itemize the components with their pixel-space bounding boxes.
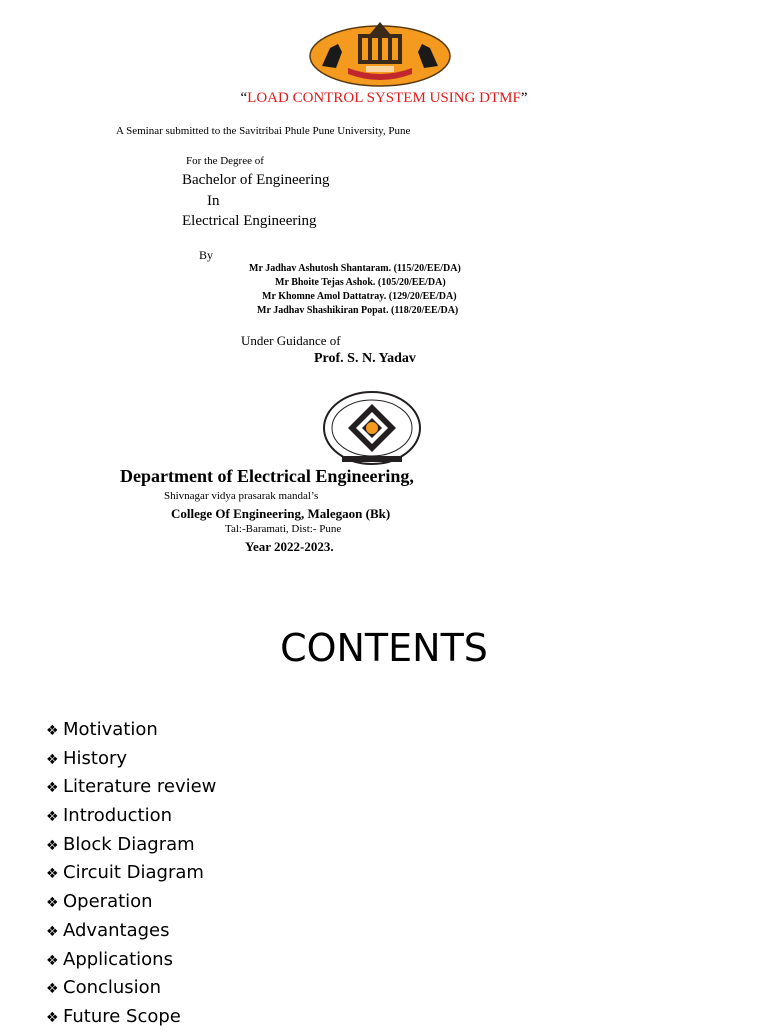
academic-year: Year 2022-2023. <box>245 539 334 554</box>
student-name-3: Mr Khomne Amol Dattatray. (129/20/EE/DA) <box>262 291 457 302</box>
list-item: ❖ Applications <box>46 946 216 975</box>
degree-in: In <box>207 193 220 209</box>
college-name: College Of Engineering, Malegaon (Bk) <box>171 506 391 521</box>
list-item: ❖ Operation <box>46 888 216 917</box>
diamond-bullet-icon: ❖ <box>46 952 59 969</box>
diamond-bullet-icon: ❖ <box>46 837 59 854</box>
project-title: “LOAD CONTROL SYSTEM USING DTMF” <box>240 90 528 106</box>
contents-heading: CONTENTS <box>280 626 488 670</box>
guidance-label: Under Guidance of <box>241 333 341 348</box>
diamond-bullet-icon: ❖ <box>46 923 59 940</box>
list-item: ❖ Circuit Diagram <box>46 859 216 888</box>
college-logo <box>320 390 424 470</box>
diamond-bullet-icon: ❖ <box>46 751 59 768</box>
list-item: ❖ Motivation <box>46 716 216 745</box>
degree-branch: Electrical Engineering <box>182 213 317 229</box>
student-name-1: Mr Jadhav Ashutosh Shantaram. (115/20/EE/DA) <box>249 263 461 274</box>
diamond-bullet-icon: ❖ <box>46 981 59 998</box>
list-item: ❖ Future Scope <box>46 1003 216 1032</box>
department-name: Department of Electrical Engineering, <box>120 466 414 486</box>
submitted-line: A Seminar submitted to the Savitribai Phule Pune University, Pune <box>116 125 411 137</box>
student-name-2: Mr Bhoite Tejas Ashok. (105/20/EE/DA) <box>275 277 446 288</box>
diamond-bullet-icon: ❖ <box>46 895 59 912</box>
list-item: ❖ History <box>46 745 216 774</box>
guide-name: Prof. S. N. Yadav <box>314 351 416 366</box>
list-item: ❖ Block Diagram <box>46 831 216 860</box>
diamond-bullet-icon: ❖ <box>46 809 59 826</box>
degree-for-label: For the Degree of <box>186 155 264 167</box>
diamond-bullet-icon: ❖ <box>46 723 59 739</box>
university-logo <box>308 16 452 92</box>
contents-list <box>46 716 216 1032</box>
list-item: ❖ Introduction <box>46 802 216 831</box>
list-item: ❖ Literature review <box>46 773 216 802</box>
degree-name: Bachelor of Engineering <box>182 172 330 188</box>
by-label: By <box>199 248 214 262</box>
list-item: ❖ Conclusion <box>46 974 216 1003</box>
college-location: Tal:-Baramati, Dist:- Pune <box>225 523 342 535</box>
diamond-bullet-icon: ❖ <box>46 780 59 797</box>
list-item: ❖ Advantages <box>46 917 216 946</box>
diamond-bullet-icon: ❖ <box>46 866 59 883</box>
student-name-4: Mr Jadhav Shashikiran Popat. (118/20/EE/DA) <box>257 305 459 316</box>
society-name: Shivnagar vidya prasarak mandal’s <box>164 490 319 502</box>
diamond-bullet-icon: ❖ <box>46 1009 59 1026</box>
